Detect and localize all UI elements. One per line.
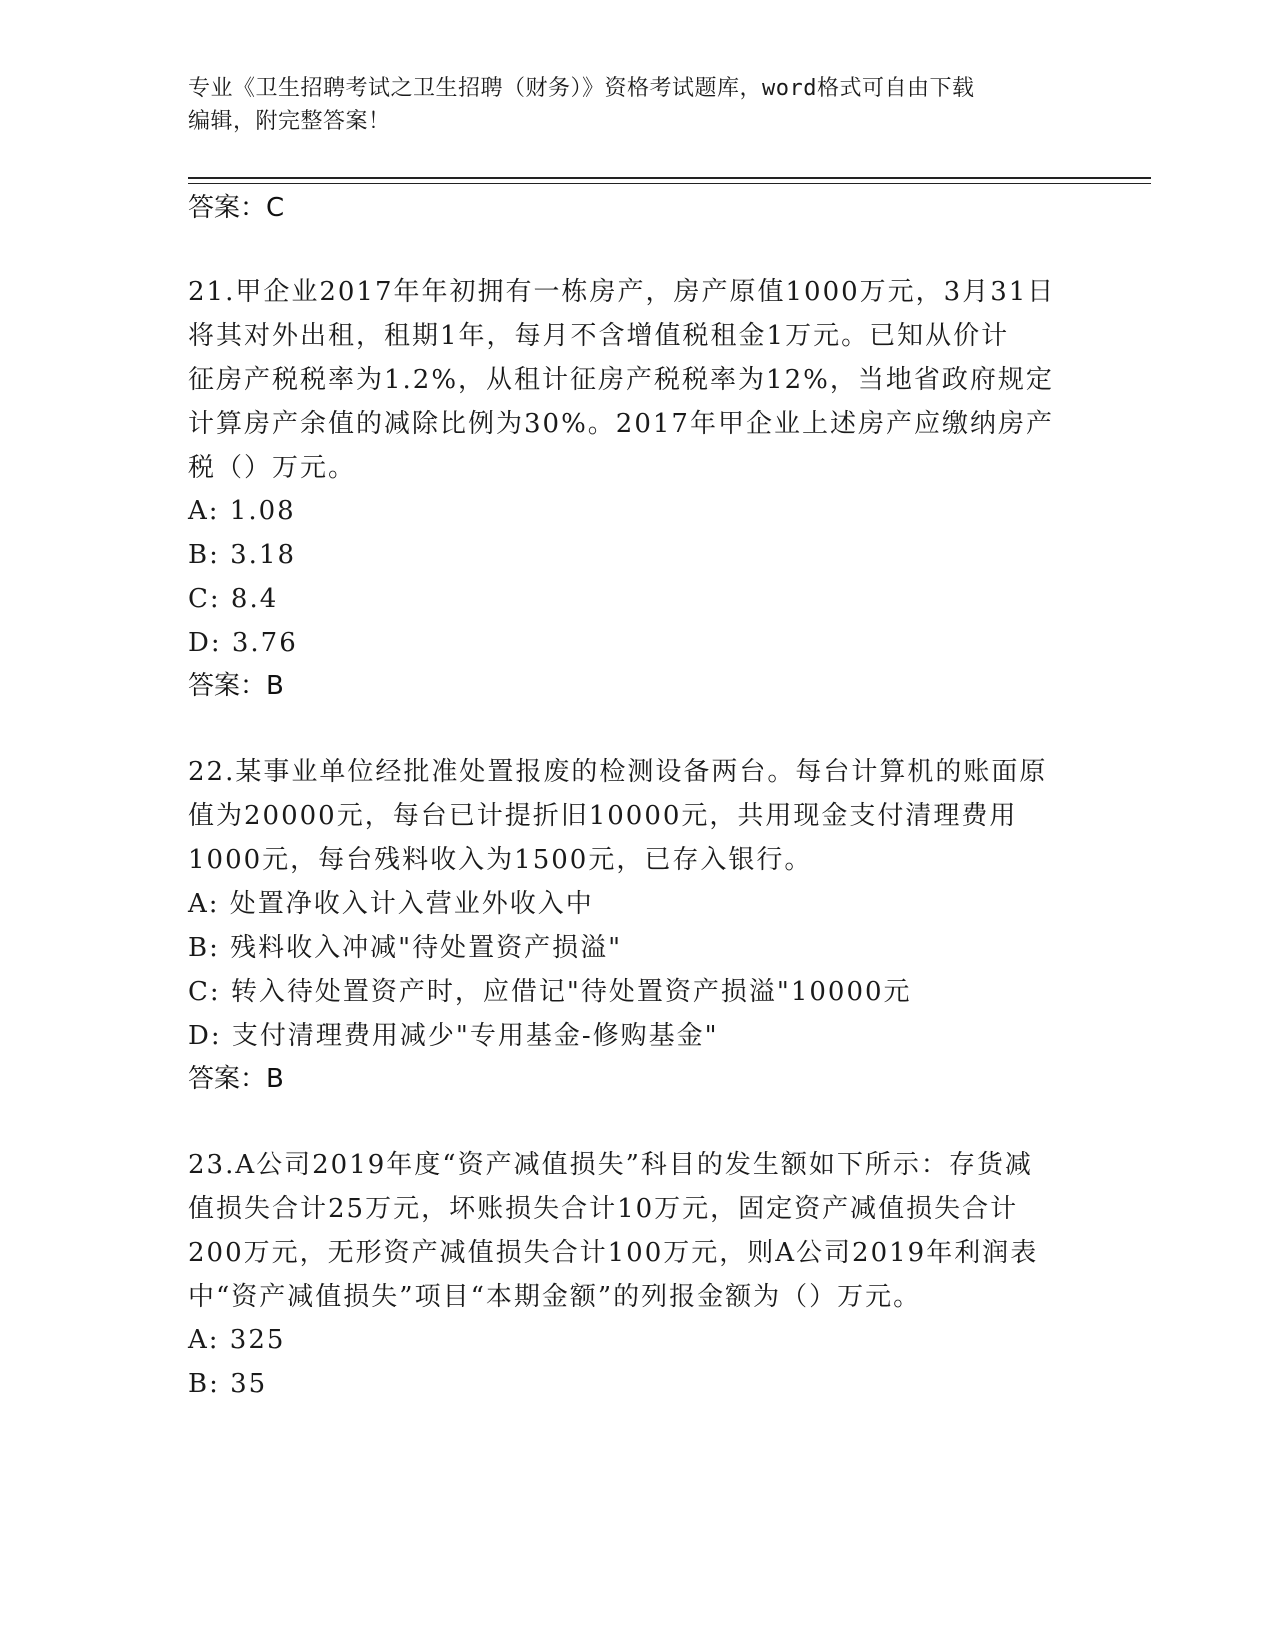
question-22-text xyxy=(188,750,1088,882)
header-line-2: 编辑，附完整答案！ xyxy=(188,109,391,134)
header-rule-thin xyxy=(188,183,1151,184)
question-21-answer: 答案：B xyxy=(188,671,284,701)
question-23-text xyxy=(188,1143,1088,1319)
document-header xyxy=(188,72,1088,138)
question-line: 21.甲企业2017年年初拥有一栋房产，房产原值1000万元，3月31日 xyxy=(188,277,1056,307)
question-line: 中“资产减值损失”项目“本期金额”的列报金额为（）万元。 xyxy=(188,1282,922,1312)
question-line: 22.某事业单位经批准处置报废的检测设备两台。每台计算机的账面原 xyxy=(188,757,1048,787)
previous-answer: 答案：C xyxy=(188,193,285,223)
header-rule-thick xyxy=(188,177,1151,179)
question-23-option-a: A: 325 xyxy=(188,1325,286,1355)
question-22-option-b: B: 残料收入冲减"待处置资产损溢" xyxy=(188,933,623,963)
question-line: 200万元，无形资产减值损失合计100万元，则A公司2019年利润表 xyxy=(188,1238,1039,1268)
question-21-option-c: C: 8.4 xyxy=(188,584,279,614)
question-22-answer: 答案：B xyxy=(188,1064,284,1094)
question-line: 1000元，每台残料收入为1500元，已存入银行。 xyxy=(188,845,813,875)
question-21-option-a: A: 1.08 xyxy=(188,496,296,526)
question-22-option-a: A: 处置净收入计入营业外收入中 xyxy=(188,889,594,919)
question-21-option-d: D: 3.76 xyxy=(188,628,298,658)
question-21-option-b: B: 3.18 xyxy=(188,540,297,570)
question-line: 税（）万元。 xyxy=(188,453,357,483)
question-21-text xyxy=(188,270,1088,490)
question-line: 征房产税税率为1.2%，从租计征房产税税率为12%，当地省政府规定 xyxy=(188,365,1054,395)
question-22-option-c: C: 转入待处置资产时，应借记"待处置资产损溢"10000元 xyxy=(188,977,912,1007)
question-line: 23.A公司2019年度“资产减值损失”科目的发生额如下所示：存货减 xyxy=(188,1150,1033,1180)
question-line: 计算房产余值的减除比例为30%。2017年甲企业上述房产应缴纳房产 xyxy=(188,409,1054,439)
question-line: 值为20000元，每台已计提折旧10000元，共用现金支付清理费用 xyxy=(188,801,1018,831)
question-line: 将其对外出租，租期1年，每月不含增值税租金1万元。已知从价计 xyxy=(188,321,1010,351)
question-22-option-d: D: 支付清理费用减少"专用基金-修购基金" xyxy=(188,1021,719,1051)
question-line: 值损失合计25万元，坏账损失合计10万元，固定资产减值损失合计 xyxy=(188,1194,1019,1224)
question-23-option-b: B: 35 xyxy=(188,1369,268,1399)
header-line-1: 专业《卫生招聘考试之卫生招聘（财务）》资格考试题库，word格式可自由下载 xyxy=(188,76,975,101)
